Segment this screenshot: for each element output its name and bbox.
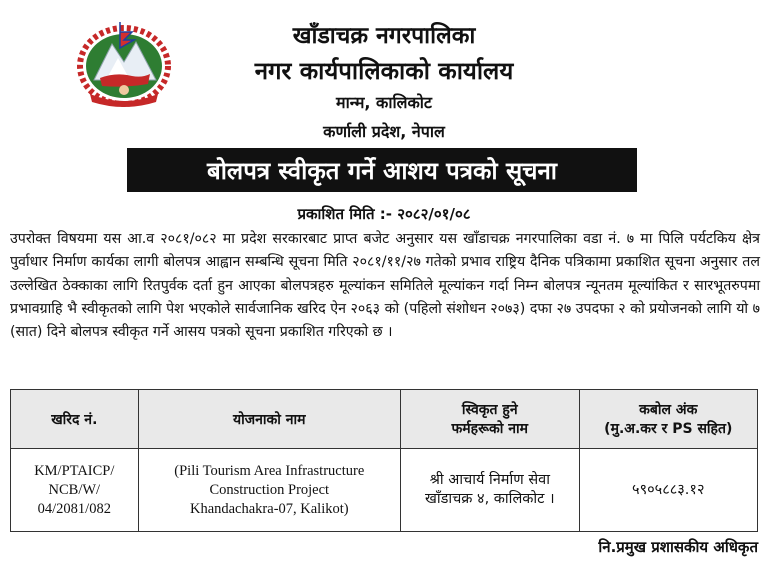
cell-project-name xyxy=(138,449,400,532)
notice-body: उपरोक्त विषयमा यस आ.व २०८१/०८२ मा प्रदेश सरकारबाट प्राप्त बजेट अनुसार यस खाँडाचक्र नगरपालिका वडा नं. ७ मा पिलि पर्यटकिय क्षेत्र पुर्वाधार निर्माण कार्यका लागी बोलपत्र आह्वान सम्बन्धि सूचना मिति २०८१/११/२७ गतेको प्रभाव राष्ट्रिय दैनिक पत्रिकामा प्रकाशित सूचना अनुसार तल उल्लेखित ठेक्काका लागि रितपुर्वक दर्ता हुन आएका बोलपत्रहरु मूल्यांकन समितिले मूल्यांकन गर्दा निम्न बोलपत्र न्यूनतम मूल्यांकित र सारभूतरुपमा प्रभावग्राहि भै स्वीकृतको लागि पेश भएकोले सार्वजानिक खरिद ऐन २०६३ को (पहिलो संशोधन २०७३) दफा २७ उपदफा २ को प्रयोजनको लागि यो ७ (सात) दिने बोलपत्र स्वीकृत गर्ने आसय पत्रको सूचना प्रकाशित गरिएको छ । xyxy=(10,231,760,341)
province-country: कर्णाली प्रदेश, नेपाल xyxy=(323,122,445,141)
project-name-line3: Khandachakra-07, Kalikot) xyxy=(189,500,349,517)
header-firm-line1: स्विकृत हुने xyxy=(461,402,518,418)
header-bid-line1: कबोल अंक xyxy=(639,402,698,418)
table-header-row xyxy=(11,390,758,449)
project-name-line1: (Pili Tourism Area Infrastructure xyxy=(174,462,365,479)
header-purchase-no xyxy=(11,390,139,449)
header-bid-amount xyxy=(579,390,757,449)
purchase-no-line3: 04/2081/082 xyxy=(37,500,111,517)
header-project-name-label: योजनाको नाम xyxy=(233,411,306,428)
header-bid-line2: (मु.अ.कर र PS सहित) xyxy=(604,421,733,437)
published-date: प्रकाशित मिति :- २०८२/०१/०८ xyxy=(297,205,471,223)
tender-table xyxy=(10,389,758,532)
office-name: नगर कार्यपालिकाको कार्यालय xyxy=(254,57,514,85)
bid-amount: ५९०५८८३.१२ xyxy=(632,481,705,498)
notice-title: बोलपत्र स्वीकृत गर्ने आशय पत्रको सूचना xyxy=(207,156,557,185)
project-name-line2: Construction Project xyxy=(209,481,330,498)
notice-title-banner xyxy=(127,148,637,192)
firm-line2: खाँडाचक्र ४, कालिकोट । xyxy=(424,491,555,507)
cell-bid-amount xyxy=(579,449,757,532)
office-address: मान्म, कालिकोट xyxy=(336,93,432,112)
header-purchase-no-label: खरिद नं. xyxy=(51,411,98,428)
header-firm-name xyxy=(400,390,579,449)
cell-purchase-no xyxy=(11,449,139,532)
header-project-name xyxy=(138,390,400,449)
header-firm-line2: फर्महरूको नाम xyxy=(451,421,529,437)
table-row xyxy=(11,449,758,532)
municipality-name: खाँडाचक्र नगरपालिका xyxy=(292,23,476,49)
purchase-no-line1: KM/PTAICP/ xyxy=(34,462,115,479)
cell-firm-name xyxy=(400,449,579,532)
firm-line1: श्री आचार्य निर्माण सेवा xyxy=(429,472,550,488)
signatory-title: नि.प्रमुख प्रशासकीय अधिकृत xyxy=(598,538,758,556)
purchase-no-line2: NCB/W/ xyxy=(48,481,101,498)
